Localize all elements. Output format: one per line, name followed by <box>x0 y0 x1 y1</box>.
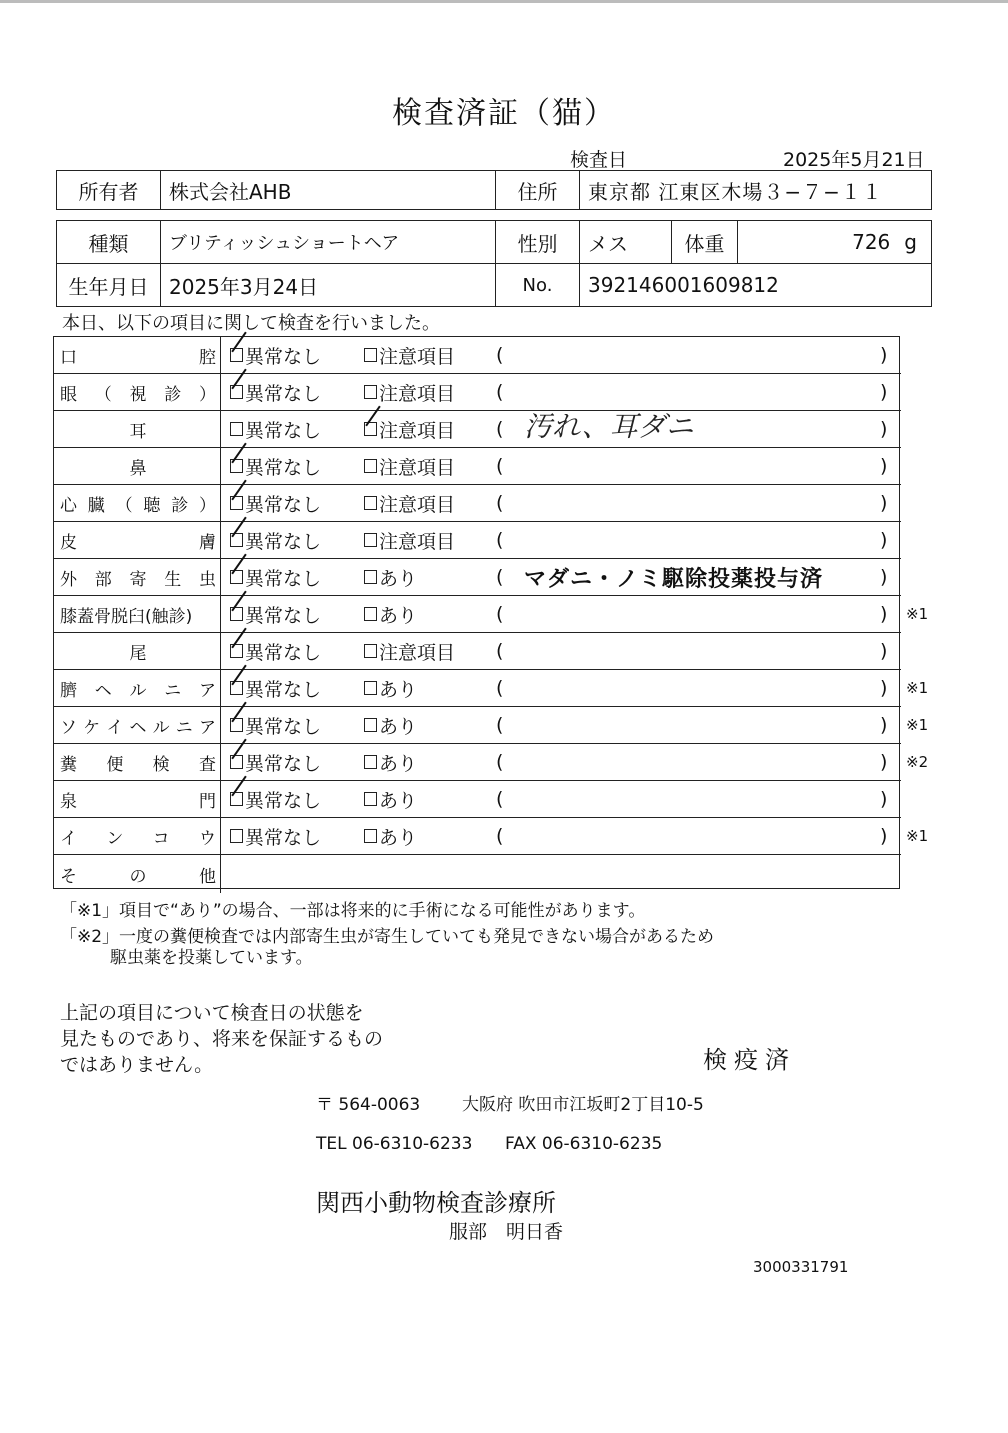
exam-item-label: 耳 <box>129 421 147 442</box>
checkbox-icon[interactable] <box>364 681 377 695</box>
checkbox-icon[interactable] <box>364 829 377 843</box>
footnote-2: 「※2」一度の糞便検査では内部寄生虫が寄生していても発見できない場合があるため <box>60 927 715 947</box>
exam-option[interactable] <box>230 670 321 706</box>
paren-close: ) <box>880 825 888 847</box>
exam-option-label: 注意項目 <box>379 456 456 479</box>
exam-item-name <box>54 411 221 447</box>
exam-option-label: あり <box>379 789 418 812</box>
exam-option[interactable] <box>230 337 321 373</box>
paren-close: ) <box>880 714 888 736</box>
exam-option[interactable] <box>364 522 455 558</box>
no-label: No. <box>496 264 580 306</box>
exam-row <box>54 559 901 596</box>
exam-option-label: あり <box>379 752 418 775</box>
exam-row <box>54 670 929 707</box>
checkbox-icon[interactable] <box>364 792 377 806</box>
exam-item-label: 臍 ヘ ル ニ ア <box>60 680 216 701</box>
checkbox-icon[interactable] <box>364 644 377 658</box>
exam-item-label: 外 部 寄 生 虫 <box>60 569 216 590</box>
exam-option-label: 注意項目 <box>379 530 456 553</box>
exam-option[interactable] <box>230 448 321 484</box>
exam-option[interactable] <box>230 633 321 669</box>
paren-open: ( <box>496 381 504 403</box>
exam-item-name <box>54 559 221 595</box>
exam-option[interactable] <box>364 337 455 373</box>
clinic-address: 大阪府 吹田市江坂町2丁目10-5 <box>462 1095 704 1115</box>
exam-item-name <box>54 522 221 558</box>
exam-item-name <box>54 485 221 521</box>
exam-row <box>54 374 901 411</box>
exam-option[interactable] <box>364 448 455 484</box>
weight-field <box>738 221 931 263</box>
exam-row <box>54 522 901 559</box>
paren-close: ) <box>880 640 888 662</box>
checkbox-icon[interactable] <box>230 829 243 843</box>
exam-option-label: あり <box>379 826 418 849</box>
document-title: 検査済証（猫） <box>392 96 616 131</box>
pet-table <box>56 220 932 307</box>
owner-value: 株式会社AHB <box>161 171 496 209</box>
paren-close: ) <box>880 381 888 403</box>
exam-option-label: 異常なし <box>245 493 322 516</box>
disclaimer <box>60 1000 383 1078</box>
exam-item-name <box>54 337 221 373</box>
handwritten-note: 汚れ、耳ダニ <box>524 410 694 443</box>
exam-row <box>54 633 901 670</box>
exam-item-label: そ の 他 <box>60 866 216 887</box>
paren-close: ) <box>880 455 888 477</box>
exam-item-label: 皮 膚 <box>60 532 216 553</box>
exam-option[interactable] <box>364 596 417 632</box>
exam-option[interactable] <box>364 374 455 410</box>
exam-date-value: 2025年5月21日 <box>783 149 925 171</box>
exam-option[interactable] <box>364 485 455 521</box>
address-label: 住所 <box>496 171 580 209</box>
paren-open: ( <box>496 751 504 773</box>
exam-item-name <box>54 670 221 706</box>
paren-close: ) <box>880 677 888 699</box>
disclaimer-line-2: 見たものであり、将来を保証するもの <box>60 1028 384 1050</box>
footnote-mark: ※1 <box>906 679 929 697</box>
exam-option-label: 異常なし <box>245 419 322 442</box>
exam-option-label: 異常なし <box>245 382 322 405</box>
exam-row <box>54 781 901 818</box>
exam-item-name <box>54 744 221 780</box>
checked-box-icon[interactable] <box>364 422 377 436</box>
exam-option[interactable] <box>230 374 321 410</box>
exam-row <box>54 744 929 781</box>
exam-row <box>54 855 901 893</box>
paren-open: ( <box>496 529 504 551</box>
exam-option-label: 異常なし <box>245 456 322 479</box>
exam-option[interactable] <box>230 744 321 780</box>
clinic-name: 関西小動物検査診療所 <box>316 1189 556 1217</box>
disclaimer-line-1: 上記の項目について検査日の状態を <box>60 1002 364 1024</box>
exam-item-name <box>54 633 221 669</box>
checkbox-icon[interactable] <box>364 496 377 510</box>
exam-row <box>54 448 901 485</box>
exam-option-label: 異常なし <box>245 641 322 664</box>
checked-box-icon[interactable] <box>230 755 243 769</box>
paren-close: ) <box>880 344 888 366</box>
checked-box-icon[interactable] <box>230 681 243 695</box>
exam-option-label: 注意項目 <box>379 345 456 368</box>
exam-item-label: 尾 <box>129 643 147 664</box>
checked-box-icon[interactable] <box>230 385 243 399</box>
exam-item-label: 泉 門 <box>60 791 216 812</box>
birth-value: 2025年3月24日 <box>161 264 496 306</box>
clinic-postal: 〒 564-0063 <box>316 1095 421 1115</box>
checked-box-icon[interactable] <box>230 570 243 584</box>
exam-note: マダニ・ノミ駆除投薬投与済 <box>524 566 824 592</box>
paren-close: ) <box>880 418 888 440</box>
statement-text: 本日、以下の項目に関して検査を行いました。 <box>62 313 440 334</box>
sex-value: メス <box>580 221 672 263</box>
exam-option-label: 異常なし <box>245 678 322 701</box>
exam-item-label: イ ン コ ウ <box>60 828 216 849</box>
exam-option[interactable] <box>364 707 417 743</box>
exam-option[interactable] <box>364 411 455 447</box>
paren-open: ( <box>496 455 504 477</box>
exam-option[interactable] <box>230 559 321 595</box>
exam-item-label: 眼 （ 視 診 ） <box>60 384 216 405</box>
exam-option-label: 異常なし <box>245 604 322 627</box>
paren-close: ) <box>880 492 888 514</box>
disclaimer-line-3: ではありません。 <box>60 1054 214 1076</box>
exam-option-label: 異常なし <box>245 715 322 738</box>
exam-option[interactable] <box>230 522 321 558</box>
checked-box-icon[interactable] <box>230 348 243 362</box>
exam-option-label: 異常なし <box>245 752 322 775</box>
footnote-mark: ※1 <box>906 605 929 623</box>
paren-open: ( <box>496 344 504 366</box>
exam-option[interactable] <box>364 559 417 595</box>
checkbox-icon[interactable] <box>364 607 377 621</box>
paren-open: ( <box>496 788 504 810</box>
checkbox-icon[interactable] <box>364 570 377 584</box>
exam-option-label: あり <box>379 715 418 738</box>
paren-open: ( <box>496 825 504 847</box>
weight-label: 体重 <box>672 221 738 263</box>
paren-open: ( <box>496 492 504 514</box>
exam-row <box>54 596 929 633</box>
checked-box-icon[interactable] <box>230 459 243 473</box>
checkbox-icon[interactable] <box>364 385 377 399</box>
exam-option-label: 注意項目 <box>379 382 456 405</box>
weight-unit: g <box>904 230 917 254</box>
exam-item-name <box>54 781 221 817</box>
exam-option-label: 異常なし <box>245 345 322 368</box>
checked-box-icon[interactable] <box>230 792 243 806</box>
exam-option[interactable] <box>230 781 321 817</box>
checkbox-icon[interactable] <box>364 533 377 547</box>
exam-item-label: 糞 便 検 査 <box>60 754 216 775</box>
footnote-2-cont: 駆虫薬を投薬しています。 <box>110 948 313 968</box>
scan-top-edge <box>0 0 1008 3</box>
exam-row <box>54 411 901 448</box>
checked-box-icon[interactable] <box>230 496 243 510</box>
clinic-fax: FAX 06-6310-6235 <box>505 1134 663 1154</box>
exam-option-label: 異常なし <box>245 826 322 849</box>
exam-option[interactable] <box>364 744 417 780</box>
clinic-tel: TEL 06-6310-6233 <box>316 1134 473 1154</box>
exam-option[interactable] <box>364 781 417 817</box>
exam-option-label: 注意項目 <box>379 641 456 664</box>
paren-open: ( <box>496 677 504 699</box>
checkbox-icon[interactable] <box>364 718 377 732</box>
checkbox-icon[interactable] <box>230 422 243 436</box>
exam-item-label: 膝蓋骨脱臼(触診) <box>60 606 193 627</box>
footnote-mark: ※1 <box>906 716 929 734</box>
footnote-mark: ※1 <box>906 827 929 845</box>
checkbox-icon[interactable] <box>364 348 377 362</box>
exam-row <box>54 485 901 522</box>
no-value: 392146001609812 <box>588 273 779 297</box>
footnote-mark: ※2 <box>906 753 929 771</box>
exam-option-label: 異常なし <box>245 530 322 553</box>
exam-option-label: 異常なし <box>245 789 322 812</box>
checked-box-icon[interactable] <box>230 644 243 658</box>
exam-option-label: あり <box>379 678 418 701</box>
paren-close: ) <box>880 603 888 625</box>
owner-label: 所有者 <box>57 171 161 209</box>
exam-row <box>54 707 929 744</box>
exam-option[interactable] <box>230 485 321 521</box>
exam-option-label: あり <box>379 604 418 627</box>
exam-row <box>54 818 929 855</box>
exam-option-label: 異常なし <box>245 567 322 590</box>
paren-close: ) <box>880 788 888 810</box>
quarantine-stamp: 検疫済 <box>703 1046 796 1074</box>
exam-option[interactable] <box>364 818 417 854</box>
exam-option[interactable] <box>230 707 321 743</box>
exam-option[interactable] <box>230 818 321 854</box>
exam-table <box>53 336 929 889</box>
owner-table <box>56 170 932 210</box>
exam-item-name <box>54 374 221 410</box>
address-value: 東京都 江東区木場３−７−１１ <box>588 179 883 204</box>
exam-item-label: ソ ケ イ ヘ ル ニ ア <box>60 717 216 738</box>
exam-row <box>54 337 901 374</box>
checked-box-icon[interactable] <box>230 718 243 732</box>
exam-option[interactable] <box>364 633 455 669</box>
exam-option-label: 注意項目 <box>379 419 456 442</box>
checkbox-icon[interactable] <box>364 755 377 769</box>
exam-option-label: あり <box>379 567 418 590</box>
paren-open: ( <box>496 640 504 662</box>
exam-item-name <box>54 855 221 893</box>
paren-open: ( <box>496 566 504 588</box>
examiner-name: 服部 明日香 <box>449 1221 564 1243</box>
paren-close: ) <box>880 529 888 551</box>
breed-value: ブリティッシュショートヘア <box>161 221 496 263</box>
sex-label: 性別 <box>496 221 580 263</box>
weight-value: 726 <box>852 230 891 254</box>
checked-box-icon[interactable] <box>230 607 243 621</box>
exam-item-name <box>54 707 221 743</box>
checked-box-icon[interactable] <box>230 533 243 547</box>
exam-item-label: 心 臓 （ 聴 診 ） <box>60 495 216 516</box>
exam-option[interactable] <box>364 670 417 706</box>
checkbox-icon[interactable] <box>364 459 377 473</box>
birth-label: 生年月日 <box>57 264 161 306</box>
exam-item-name <box>54 448 221 484</box>
paren-close: ) <box>880 751 888 773</box>
breed-label: 種類 <box>57 221 161 263</box>
paren-open: ( <box>496 418 504 440</box>
exam-item-label: 口 腔 <box>60 347 216 368</box>
exam-date-label: 検査日 <box>570 149 628 171</box>
paren-open: ( <box>496 603 504 625</box>
paren-close: ) <box>880 566 888 588</box>
footnote-1: 「※1」項目で“あり”の場合、一部は将来的に手術になる可能性があります。 <box>60 901 646 921</box>
exam-item-name <box>54 596 221 632</box>
serial-number: 3000331791 <box>753 1258 849 1276</box>
exam-option-label: 注意項目 <box>379 493 456 516</box>
exam-item-name <box>54 818 221 854</box>
exam-item-label: 鼻 <box>129 458 147 479</box>
exam-option[interactable] <box>230 411 321 447</box>
paren-open: ( <box>496 714 504 736</box>
exam-option[interactable] <box>230 596 321 632</box>
